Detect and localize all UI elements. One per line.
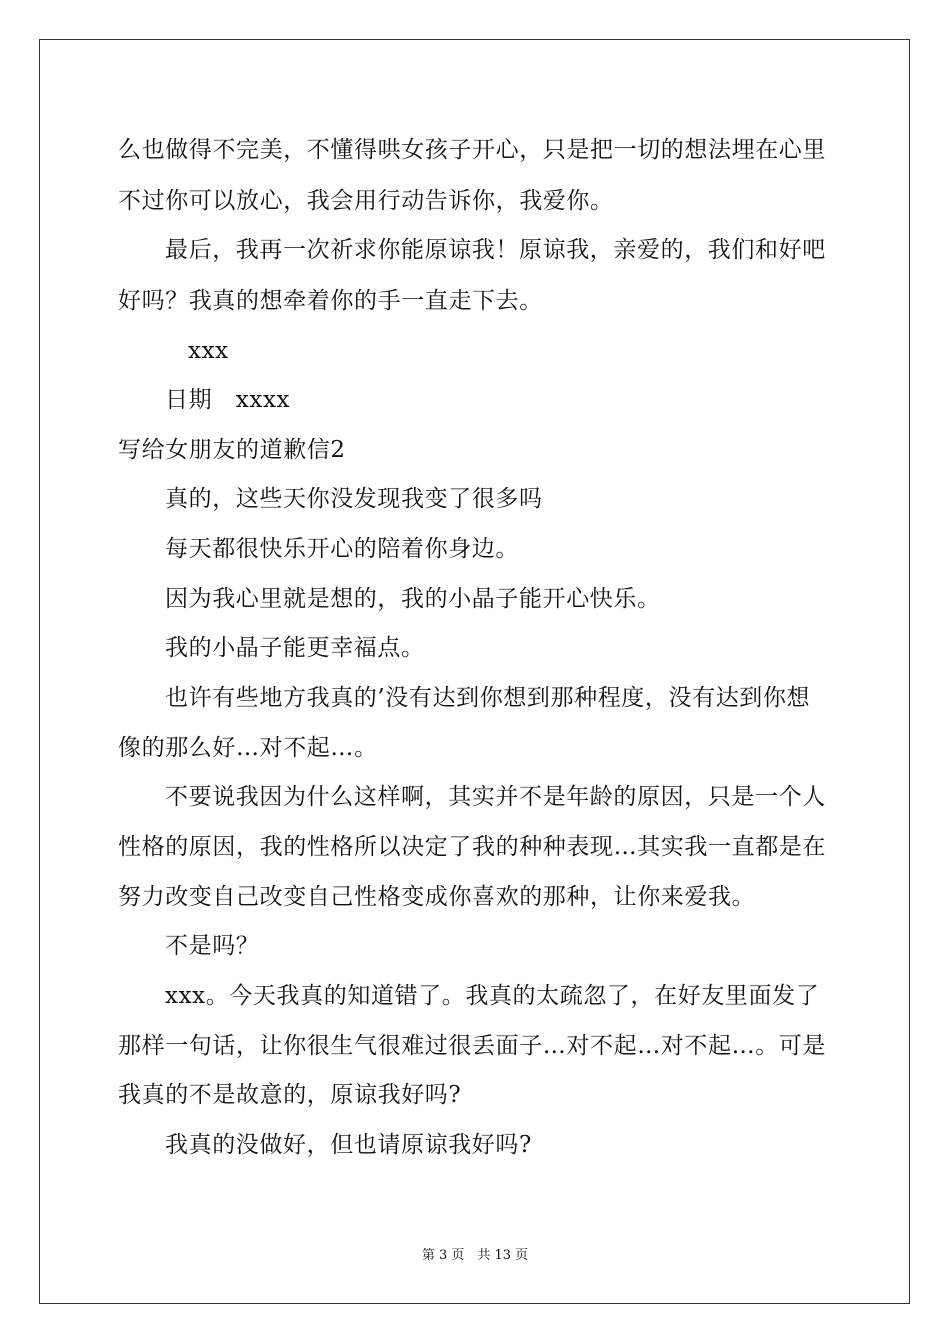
body-text-line: 不过你可以放心，我会用行动告诉你，我爱你。 bbox=[118, 188, 614, 214]
body-text-line: 性格的原因，我的性格所以决定了我的种种表现…其实我一直都是在 bbox=[118, 834, 826, 860]
signature-date: 日期 xxxx bbox=[165, 387, 291, 413]
body-text-line: 我的小晶子能更幸福点。 bbox=[165, 635, 425, 661]
body-text-line: 那样一句话，让你很生气很难过很丢面子…对不起…对不起…。可是 bbox=[118, 1033, 826, 1059]
signature-name: xxx bbox=[188, 338, 229, 364]
body-text-line: 我真的不是故意的，原谅我好吗? bbox=[118, 1082, 462, 1108]
body-text-line: 因为我心里就是想的，我的小晶子能开心快乐。 bbox=[165, 586, 661, 612]
body-text-line: 每天都很快乐开心的陪着你身边。 bbox=[165, 536, 519, 562]
body-text-line: xxx。今天我真的知道错了。我真的太疏忽了，在好友里面发了 bbox=[165, 983, 820, 1009]
body-text-line: 最后，我再一次祈求你能原谅我！原谅我，亲爱的，我们和好吧 bbox=[165, 237, 826, 263]
section-heading: 写给女朋友的道歉信2 bbox=[118, 437, 346, 463]
body-text-line: 也许有些地方我真的’没有达到你想到那种程度，没有达到你想 bbox=[165, 685, 811, 711]
body-text-line: 么也做得不完美，不懂得哄女孩子开心，只是把一切的想法埋在心里 bbox=[118, 137, 826, 163]
page-number-footer: 第 3 页 共 13 页 bbox=[421, 1248, 529, 1263]
body-text-line: 不是吗？ bbox=[165, 933, 260, 959]
body-text-line: 努力改变自己改变自己性格变成你喜欢的那种，让你来爱我。 bbox=[118, 884, 756, 910]
page-border bbox=[39, 39, 910, 1304]
body-text-line: 真的，这些天你没发现我变了很多吗 bbox=[165, 486, 543, 512]
body-text-line: 好吗？我真的想牵着你的手一直走下去。 bbox=[118, 288, 543, 314]
body-text-line: 我真的没做好，但也请原谅我好吗? bbox=[165, 1132, 532, 1158]
body-text-line: 不要说我因为什么这样啊，其实并不是年龄的原因，只是一个人 bbox=[165, 784, 826, 810]
body-text-line: 像的那么好…对不起…。 bbox=[118, 735, 378, 761]
